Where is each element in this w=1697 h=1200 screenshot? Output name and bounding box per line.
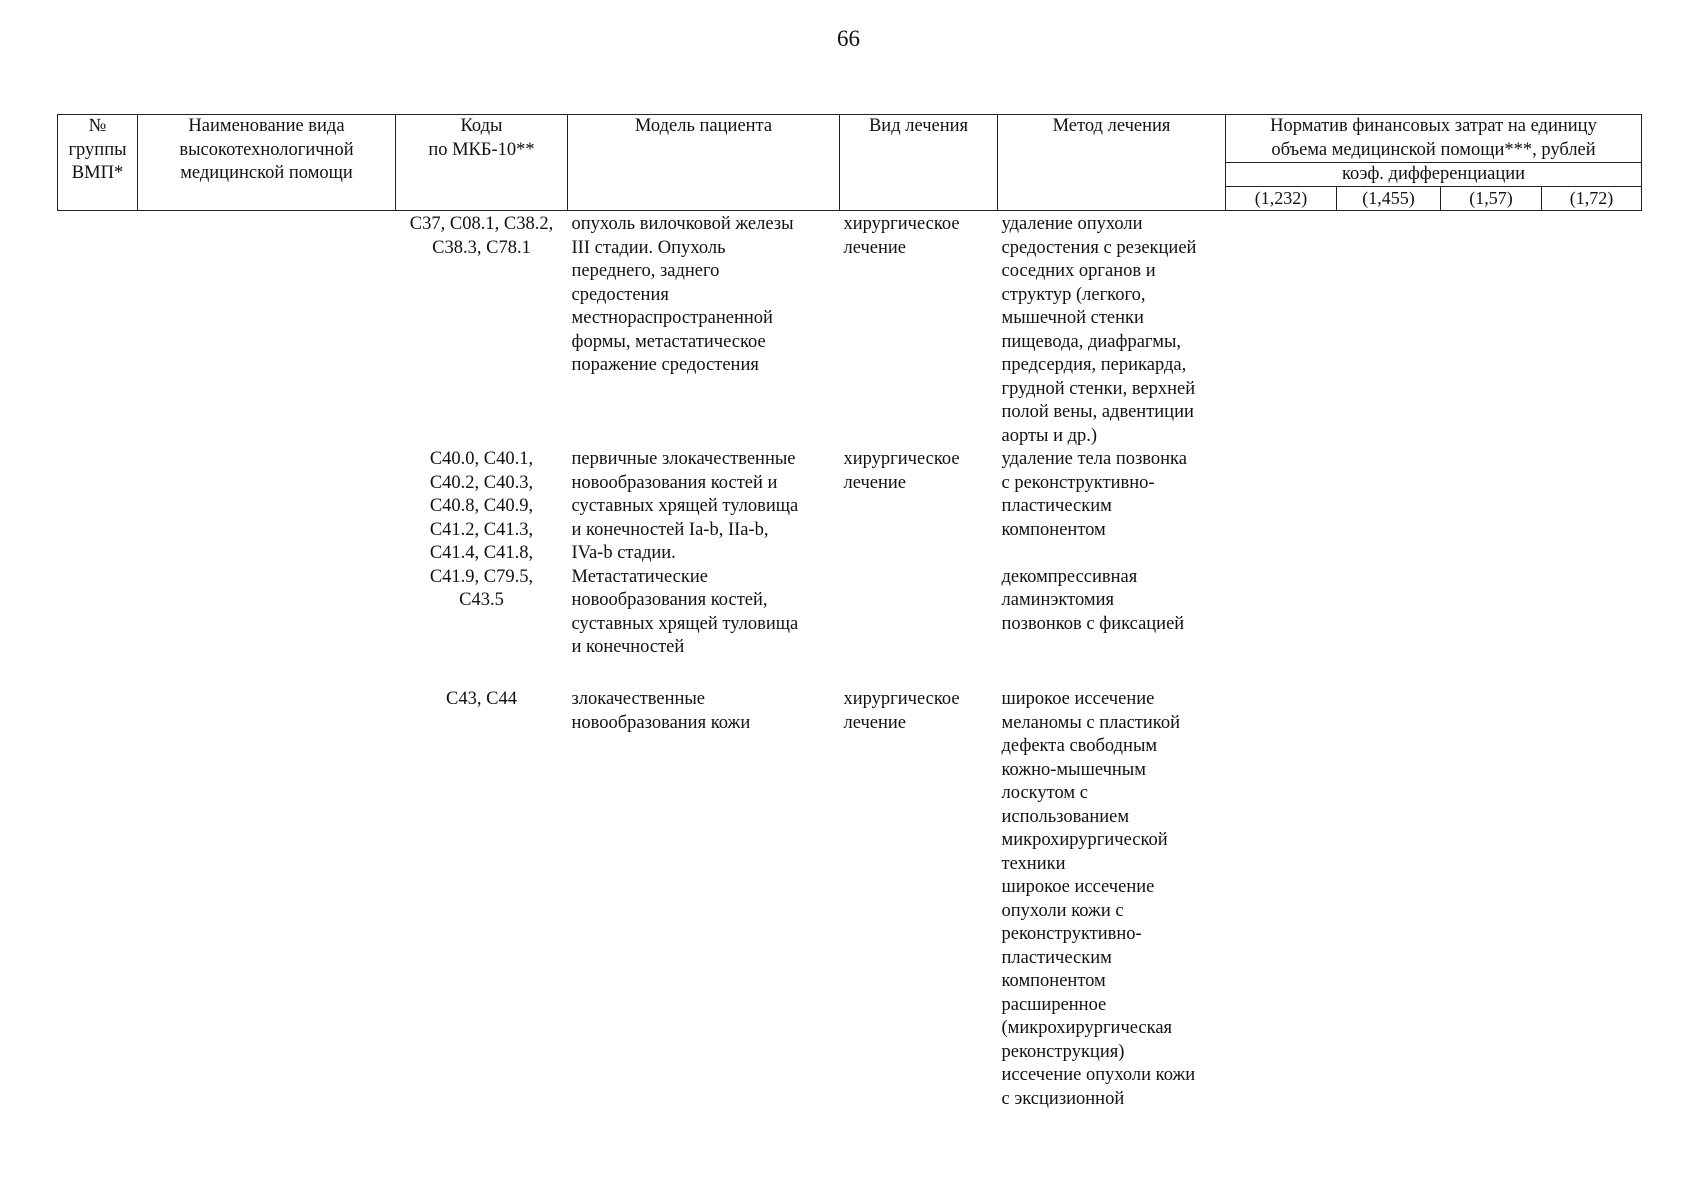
cell-norm [1226,211,1337,449]
cell-norm [1441,211,1542,449]
coef-value: (1,455) [1337,187,1441,211]
cell-care-name [138,448,396,688]
cell-norm [1337,211,1441,449]
cell-norm [1441,448,1542,688]
cell-norm [1337,688,1441,1111]
cell-group-no [58,448,138,688]
page-number: 66 [837,26,860,51]
cell-care-name [138,211,396,449]
cell-treatment-method: удаление опухоли средостения с резекцией соседних органов и структур (легкого, мышечной стенки пищевода, диафрагмы, предсердия, перикарда, грудной стенки, верхней полой вены, адвентиции аорты и др.) [1001,214,1197,446]
header-treatment-method: Метод лечения [998,115,1226,211]
cell-norm [1542,448,1642,688]
table-row [58,448,1642,688]
cell-group-no [58,688,138,1111]
cell-codes: C40.0, C40.1, C40.2, C40.3, C40.8, C40.9, C41.2, C41.3, C41.4, C41.8, C41.9, C79.5, C43.5 [429,449,534,610]
cell-norm [1542,688,1642,1111]
cell-group-no [58,211,138,449]
table-row [58,688,1642,1111]
table-header [58,115,1642,211]
header-group-no: № группы ВМП* [58,115,138,211]
cell-patient-model: злокачественные новообразования кожи [571,689,751,733]
cell-care-name [138,688,396,1111]
cell-treatment-type: хирургическое лечение [843,214,960,258]
coef-value: (1,232) [1226,187,1337,211]
cell-codes: C43, C44 [446,689,517,709]
cell-norm [1441,688,1542,1111]
header-norm: Норматив финансовых затрат на единицу объема медицинской помощи***, рублей [1226,115,1642,163]
cell-treatment-method: удаление тела позвонка с реконструктивно- пластическим компонентом декомпрессивная ламинэктомия позвонков с фиксацией [998,448,1226,688]
table-row [58,211,1642,449]
vmp-table [57,114,1642,1111]
coef-value: (1,57) [1441,187,1542,211]
header-coef-label: коэф. дифференциации [1226,163,1642,187]
header-patient-model: Модель пациента [568,115,840,211]
coef-value: (1,72) [1542,187,1642,211]
table-body [58,211,1642,1112]
cell-patient-model: первичные злокачественные новообразования костей и суставных хрящей туловища и конечностей Ia-b, IIa-b, IVa-b стадии. Метастатические новообразования костей, суставных хрящей туловища и конечностей [571,449,799,657]
header-care-name: Наименование вида высокотехнологичной медицинской помощи [138,115,396,211]
cell-treatment-type: хирургическое лечение [843,449,960,493]
method-gap [1002,542,1222,566]
cell-norm [1542,211,1642,449]
cell-treatment-method: широкое иссечение меланомы с пластикой дефекта свободным кожно-мышечным лоскутом с использованием микрохирургической техники широкое иссечение опухоли кожи с реконструктивно- пластическим компонентом расширенное (микрохирургическая реконструкция) иссечение опухоли кожи с эксцизионной [1001,689,1196,1109]
cell-codes: C37, C08.1, C38.2, C38.3, C78.1 [409,214,554,258]
cell-treatment-type: хирургическое лечение [843,689,960,733]
header-codes: Коды по МКБ-10** [396,115,568,211]
cell-patient-model: опухоль вилочковой железы III стадии. Опухоль переднего, заднего средостения местнораспространенной формы, метастатическое поражение средостения [571,214,794,375]
cell-norm [1226,688,1337,1111]
cell-norm [1226,448,1337,688]
header-treatment-type: Вид лечения [840,115,998,211]
cell-norm [1337,448,1441,688]
